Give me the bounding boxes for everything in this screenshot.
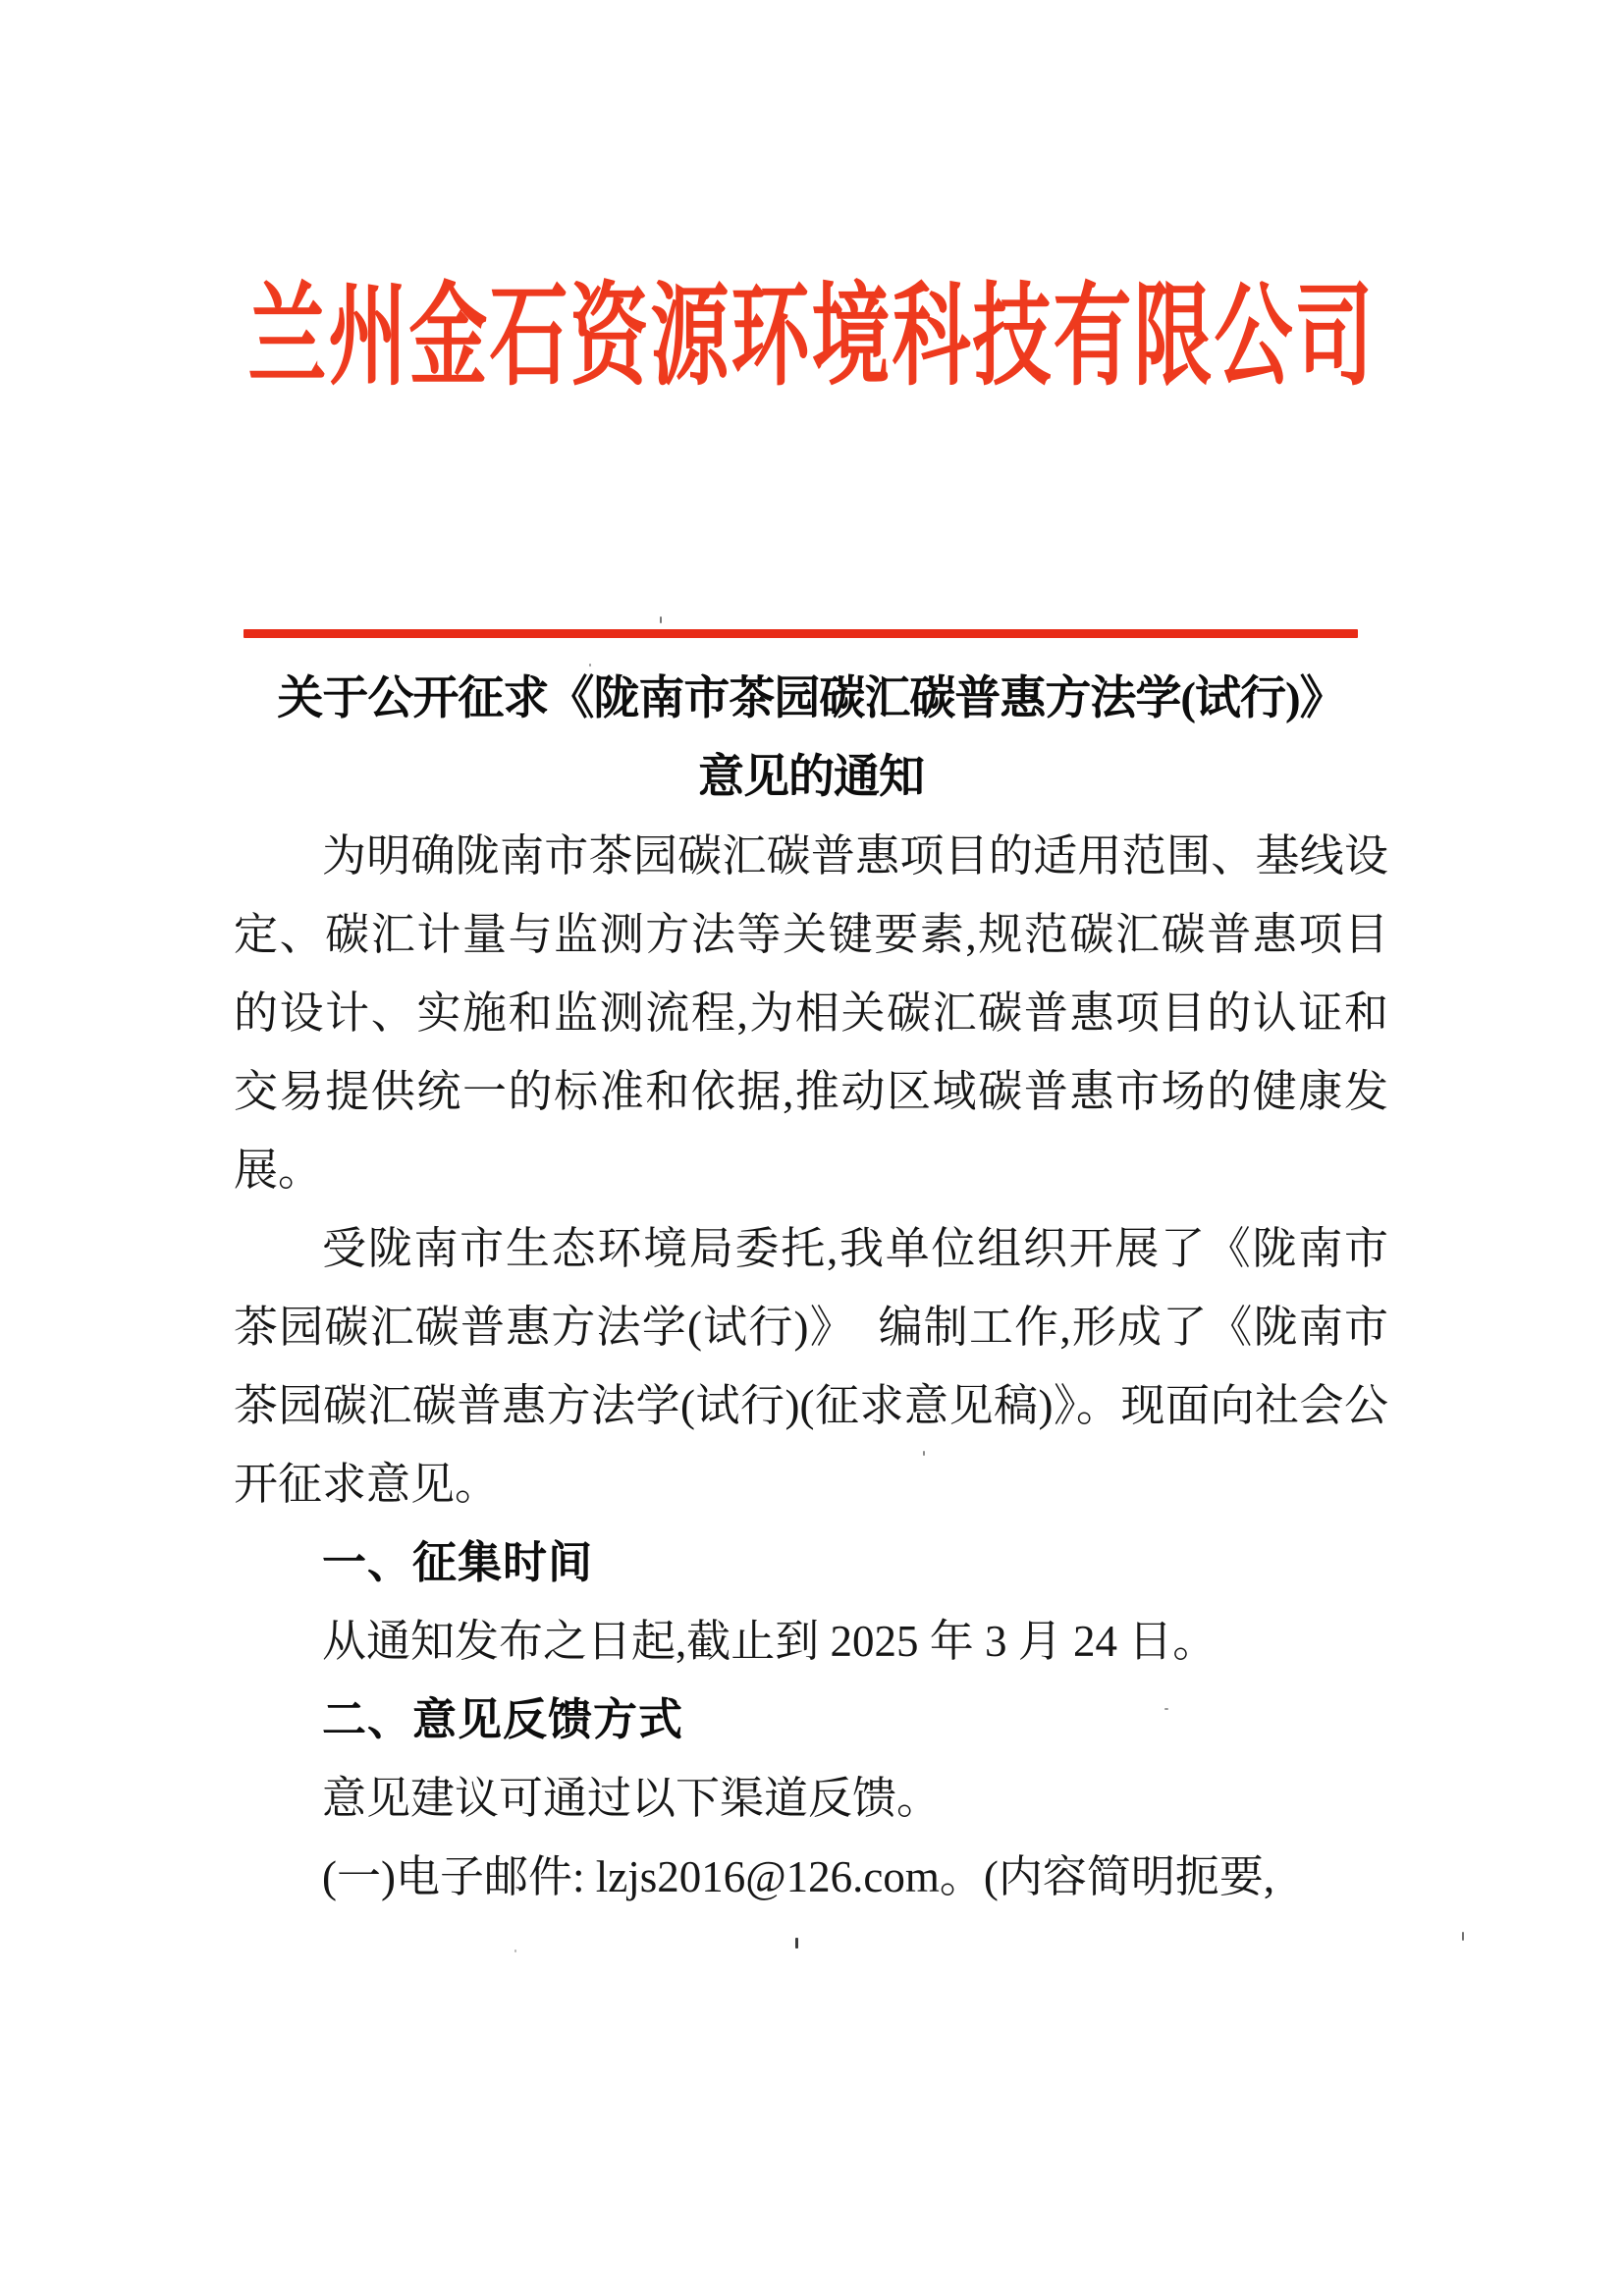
notice-body xyxy=(234,660,1388,1916)
scan-speck xyxy=(923,1451,925,1456)
notice-title-line1: 关于公开征求《陇南市茶园碳汇碳普惠方法学(试行)》 xyxy=(277,673,1345,724)
paragraph-purpose: 为明确陇南市茶园碳汇碳普惠项目的适用范围、基线设定、碳汇计量与监测方法等关键要素,规范碳汇碳普惠项目的设计、实施和监测流程,为相关碳汇碳普惠项目的认证和交易提供统一的标准和依据,推动区域碳普惠市场的健康发展。 xyxy=(234,831,1388,1195)
paragraph-deadline: 从通知发布之日起,截止到 2025 年 3 月 24 日。 xyxy=(322,1617,1217,1666)
notice-title-line2: 意见的通知 xyxy=(698,752,924,803)
paragraph-email-channel: (一)电子邮件: lzjs2016@126.com。(内容简明扼要, xyxy=(322,1852,1275,1901)
scan-speck xyxy=(514,1949,516,1952)
paragraph-feedback-channels: 意见建议可通过以下渠道反馈。 xyxy=(322,1774,942,1823)
letterhead-red-rule xyxy=(243,629,1358,638)
scan-speck xyxy=(1462,1932,1464,1941)
paragraph-background: 受陇南市生态环境局委托,我单位组织开展了《陇南市茶园碳汇碳普惠方法学(试行)》 编制工作,形成了《陇南市茶园碳汇碳普惠方法学(试行)(征求意见稿)》。现面向社会公开征求意见。 xyxy=(234,1224,1388,1509)
scan-speck xyxy=(1164,1708,1168,1710)
notice-title xyxy=(234,660,1388,817)
company-letterhead: 兰州金石资源环境科技有限公司 xyxy=(247,277,1376,400)
section-heading-collection-time: 一、征集时间 xyxy=(322,1537,594,1587)
scan-speck xyxy=(795,1938,798,1949)
scan-speck xyxy=(589,664,591,667)
section-heading-feedback-method: 二、意见反馈方式 xyxy=(322,1694,684,1744)
scan-speck xyxy=(660,616,662,623)
